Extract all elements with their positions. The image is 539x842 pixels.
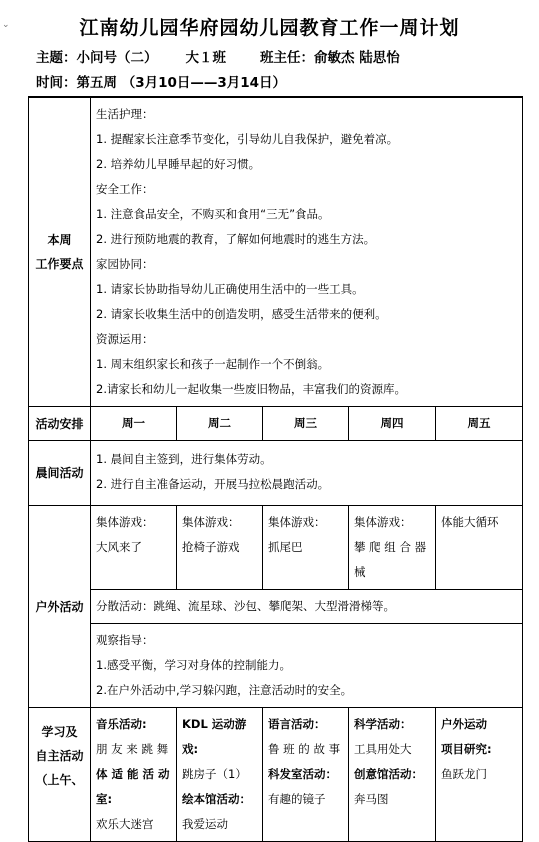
activity-title: 绘本馆活动：	[182, 792, 251, 806]
weekly-focus-row	[29, 97, 523, 407]
focus-line: 2. 请家长收集生活中的创造发明，感受生活带来的便利。	[96, 307, 387, 321]
activity-name: 工具用处大	[354, 742, 412, 756]
activity-name: 鱼跃龙门	[441, 767, 487, 781]
morning-line: 1. 晨间自主签到，进行集体劳动。	[96, 452, 272, 466]
corner-mark: ⌄	[2, 20, 10, 30]
focus-line: 2. 进行预防地震的教育，了解如何地震时的逃生方法。	[96, 232, 376, 246]
activity-name: 跳房子（1）	[182, 767, 247, 781]
outdoor-scattered	[91, 590, 523, 624]
focus-line: 资源运用：	[96, 332, 154, 346]
meta-row-2	[36, 71, 286, 91]
day-header-fri: 周五	[436, 407, 523, 441]
learning-label-2: 自主活动	[35, 749, 84, 763]
game-name: 大风来了	[96, 540, 142, 554]
activity-name: 奔马图	[354, 792, 389, 806]
activity-title: 创意馆活动：	[354, 767, 423, 781]
game-title: 集体游戏：	[182, 515, 240, 529]
game-name: 抓尾巴	[268, 540, 303, 554]
teacher-text: 班主任：俞敏杰 陆思怡	[260, 50, 400, 66]
focus-line: 2.请家长和幼儿一起收集一些废旧物品，丰富我们的资源库。	[96, 382, 406, 396]
outdoor-games-row	[29, 506, 523, 590]
game-title: 集体游戏：	[96, 515, 154, 529]
scattered-text: 分散活动：跳绳、流星球、沙包、攀爬架、大型滑滑梯等。	[96, 599, 395, 613]
outdoor-scattered-row	[29, 590, 523, 624]
activity-title: KDL 运动游	[182, 717, 247, 731]
focus-line: 安全工作：	[96, 182, 154, 196]
schedule-label: 活动安排	[29, 407, 91, 441]
learning-thu	[349, 708, 436, 842]
activity-name: 鲁 班 的 故 事	[268, 742, 341, 756]
outdoor-observation-row	[29, 624, 523, 708]
morning-label: 晨间活动	[29, 441, 91, 506]
focus-line: 1. 注意食品安全，不购买和食用“三无”食品。	[96, 207, 330, 221]
game-name: 攀 爬 组 合 器	[354, 540, 427, 554]
activity-title: 户外运动	[441, 717, 487, 731]
activity-title: 语言活动：	[268, 717, 326, 731]
day-header-tue: 周二	[177, 407, 263, 441]
weekly-focus-label	[29, 97, 91, 407]
outdoor-label: 户外活动	[29, 506, 91, 708]
game-title: 集体游戏：	[268, 515, 326, 529]
outdoor-game-wed	[263, 506, 349, 590]
day-header-mon: 周一	[91, 407, 177, 441]
focus-line: 1. 请家长协助指导幼儿正确使用生活中的一些工具。	[96, 282, 364, 296]
learning-label-3: （上午、	[35, 773, 84, 787]
observation-line: 2.在户外活动中,学习躲闪跑，注意活动时的安全。	[96, 683, 353, 697]
outdoor-game-tue	[177, 506, 263, 590]
morning-line: 2. 进行自主准备运动，开展马拉松晨跑活动。	[96, 477, 330, 491]
meta-row-1	[36, 46, 400, 66]
time-text: 时间：第五周 （3月10日——3月14日）	[36, 75, 287, 91]
game-title: 体能大循环	[441, 515, 499, 529]
game-name: 抢椅子游戏	[182, 540, 240, 554]
outdoor-game-mon	[91, 506, 177, 590]
outdoor-observation	[91, 624, 523, 708]
outdoor-game-fri	[436, 506, 523, 590]
plan-table	[28, 96, 523, 842]
class-text: 大１班	[185, 50, 226, 66]
activity-title: 体 适 能 活 动	[96, 767, 170, 781]
learning-row	[29, 708, 523, 842]
morning-row	[29, 441, 523, 506]
weekly-focus-content	[91, 97, 523, 407]
learning-label	[29, 708, 91, 842]
focus-line: 家园协同：	[96, 257, 154, 271]
learning-mon	[91, 708, 177, 842]
activity-title-cont: 项目研究:	[441, 742, 492, 756]
observation-line: 观察指导：	[96, 633, 154, 647]
weekly-focus-label-2: 工作要点	[35, 257, 84, 271]
focus-line: 1. 周末组织家长和孩子一起制作一个不倒翁。	[96, 357, 330, 371]
activity-title: 科学活动：	[354, 717, 412, 731]
schedule-header-row	[29, 407, 523, 441]
activity-name: 欢乐大迷宫	[96, 817, 154, 831]
game-title: 集体游戏：	[354, 515, 412, 529]
activity-name: 有趣的镜子	[268, 792, 326, 806]
page-title: 江南幼儿园华府园幼儿园教育工作一周计划	[79, 17, 460, 39]
learning-tue	[177, 708, 263, 842]
theme-text: 主题：小问号（二）	[36, 50, 158, 66]
activity-title-cont: 戏:	[182, 742, 199, 756]
focus-line: 生活护理：	[96, 107, 154, 121]
activity-title: 音乐活动:	[96, 717, 147, 731]
activity-name: 我爱运动	[182, 817, 228, 831]
focus-line: 2. 培养幼儿早睡早起的好习惯。	[96, 157, 261, 171]
activity-title: 科发室活动：	[268, 767, 337, 781]
weekly-focus-label-1: 本周	[47, 233, 72, 247]
observation-line: 1.感受平衡，学习对身体的控制能力。	[96, 658, 291, 672]
day-header-thu: 周四	[349, 407, 436, 441]
learning-wed	[263, 708, 349, 842]
learning-fri	[436, 708, 523, 842]
activity-title-cont: 室:	[96, 792, 113, 806]
activity-name: 朋 友 来 跳 舞	[96, 742, 169, 756]
focus-line: 1. 提醒家长注意季节变化，引导幼儿自我保护，避免着凉。	[96, 132, 399, 146]
day-header-wed: 周三	[263, 407, 349, 441]
morning-content	[91, 441, 523, 506]
game-name-cont: 械	[354, 565, 366, 579]
outdoor-game-thu	[349, 506, 436, 590]
learning-label-1: 学习及	[41, 725, 78, 739]
